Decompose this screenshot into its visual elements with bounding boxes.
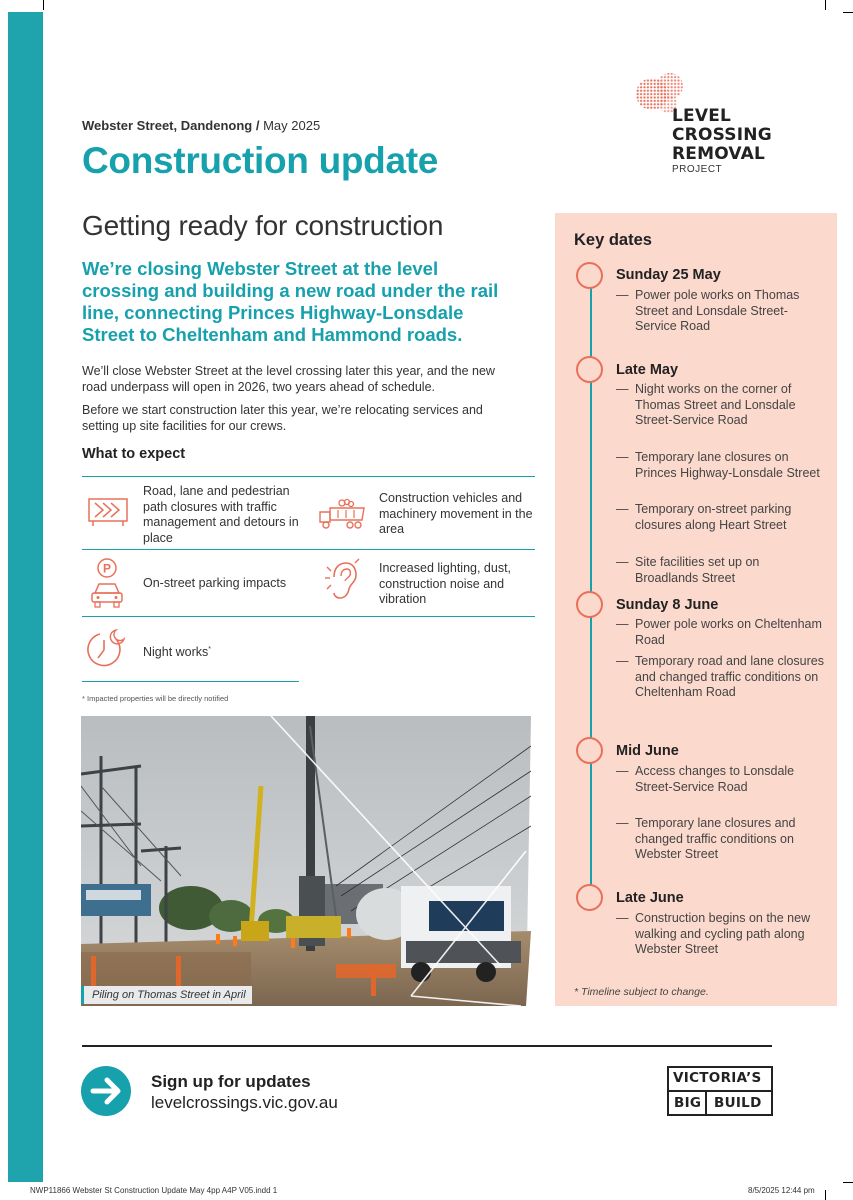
print-slug: NWP11866 Webster St Construction Update May 4pp A4P V05.indd 1 (30, 1186, 278, 1195)
photo-illustration (81, 716, 531, 1006)
logo-text-build: BUILD (714, 1095, 762, 1111)
night-clock-icon (86, 627, 128, 669)
logo-line-project: PROJECT (672, 164, 723, 175)
timeline-item: — Construction begins on the new walking and cycling path along Webster Street (616, 911, 811, 956)
timeline-item: — Temporary road and lane closures and changed traffic conditions on Cheltenham Road (616, 654, 824, 699)
divider (82, 681, 299, 682)
divider (82, 616, 535, 617)
expect-item-text: Construction vehicles and machinery movement in the area (379, 491, 533, 536)
lead-paragraph: We’re closing Webster Street at the level crossing and building a new road under the rail line, connecting Princes Highway-Lonsdale Street to Cheltenham and Hammond roads. (82, 258, 499, 345)
timeline-marker (576, 884, 603, 911)
timeline-date: Sunday 25 May (616, 267, 721, 283)
timeline-date: Late June (616, 890, 684, 906)
victorias-big-build-logo (667, 1066, 773, 1116)
timeline-item: — Power pole works on Thomas Street and Lonsdale Street-Service Road (616, 288, 800, 333)
expect-item-text: Road, lane and pedestrian path closures with traffic management and detours in place (143, 484, 299, 545)
level-crossing-removal-logo (636, 72, 786, 180)
timeline-marker (576, 356, 603, 383)
timeline-item: — Temporary on-street parking closures along Heart Street (616, 502, 792, 532)
timeline-item: — Temporary lane closures on Princes Highway-Lonsdale Street (616, 450, 820, 480)
logo-line-crossing: CROSSING (672, 125, 772, 145)
crop-mark (825, 1190, 826, 1200)
footer-rule (82, 1045, 772, 1047)
footnote: * Impacted properties will be directly notified (82, 694, 229, 703)
crop-mark (825, 0, 826, 10)
body-paragraph: We’ll close Webster Street at the level crossing later this year, and the new road underpass will open in 2026, two years ahead of schedule. (82, 364, 495, 394)
ear-icon (325, 557, 363, 605)
logo-line-level: LEVEL (672, 106, 732, 126)
parking-car-icon (90, 557, 126, 611)
divider (82, 549, 535, 550)
logo-text-big: BIG (674, 1095, 702, 1111)
timeline-item: — Access changes to Lonsdale Street-Service Road (616, 764, 795, 794)
truck-icon (318, 496, 368, 530)
crop-mark (843, 12, 853, 13)
document-location: Webster Street, Dandenong / May 2025 (82, 118, 321, 133)
timeline-item: — Temporary lane closures and changed traffic conditions on Webster Street (616, 816, 796, 861)
arrow-circle-icon[interactable] (80, 1065, 132, 1117)
expect-item-text: Increased lighting, dust, construction noise and vibration (379, 561, 512, 606)
timeline-item: — Site facilities set up on Broadlands Street (616, 555, 760, 585)
key-dates-title: Key dates (574, 231, 652, 249)
road-closure-icon (87, 495, 131, 527)
timeline-date: Mid June (616, 743, 679, 759)
timeline-marker (576, 591, 603, 618)
teal-side-bar (8, 12, 43, 1182)
timeline-item: — Night works on the corner of Thomas Street and Lonsdale Street-Service Road (616, 382, 796, 427)
what-to-expect-heading: What to expect (82, 446, 186, 462)
body-paragraph: Before we start construction later this year, we’re relocating services and setting up site facilities for our crews. (82, 403, 483, 433)
timeline-date: Sunday 8 June (616, 597, 719, 613)
photo-caption: Piling on Thomas Street in April (81, 986, 252, 1004)
signup-link[interactable]: levelcrossings.vic.gov.au (151, 1093, 338, 1112)
crop-mark (43, 0, 44, 10)
crop-mark (843, 1182, 853, 1183)
timeline-date: Late May (616, 362, 679, 378)
logo-line-removal: REMOVAL (672, 144, 766, 164)
timeline-item: — Power pole works on Cheltenham Road (616, 617, 822, 647)
page-title: Construction update (82, 140, 439, 181)
timeline-note: * Timeline subject to change. (574, 986, 709, 998)
logo-text-victorias: VICTORIA’S (673, 1070, 762, 1086)
section-heading: Getting ready for construction (82, 210, 444, 241)
expect-item-night-works: Night works* (143, 645, 212, 660)
expect-item-text: On-street parking impacts (143, 576, 287, 590)
timeline-marker (576, 262, 603, 289)
signup-title: Sign up for updates (151, 1072, 311, 1091)
print-date: 8/5/2025 12:44 pm (748, 1186, 815, 1195)
timeline-marker (576, 737, 603, 764)
svg-text:P: P (103, 561, 112, 576)
construction-site-photo (81, 716, 531, 1006)
divider (82, 476, 535, 477)
